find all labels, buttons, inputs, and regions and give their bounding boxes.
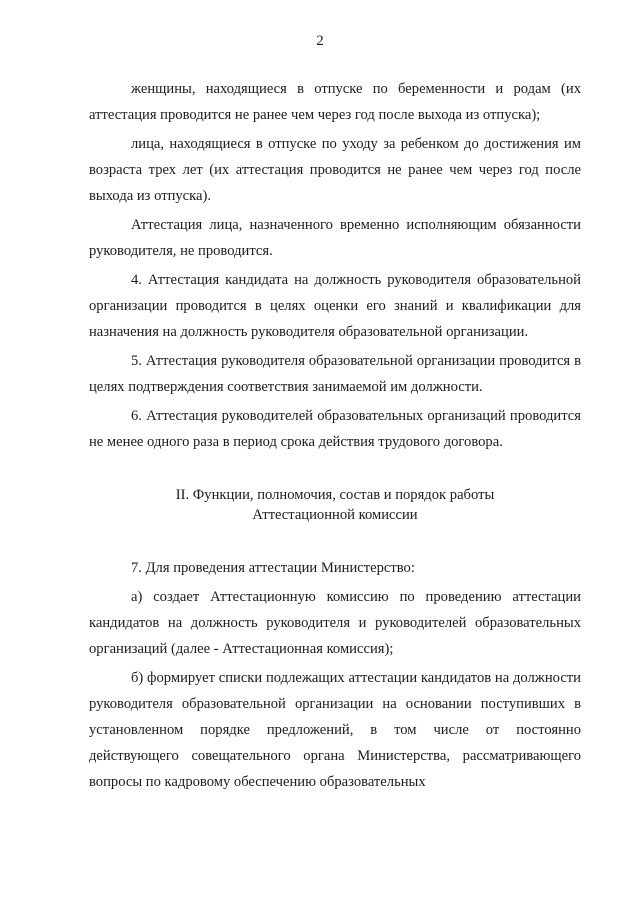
section-heading-line-1: II. Функции, полномочия, состав и порядок работы [175, 487, 495, 503]
section-heading-line-2: Аттестационной комиссии [252, 507, 418, 523]
section-heading [89, 485, 581, 525]
paragraph-pregnancy-leave: женщины, находящиеся в отпуске по беременности и родам (их аттестация проводится не ранее чем через год после выхода из отпуска); [89, 81, 581, 123]
paragraph-childcare-leave: лица, находящиеся в отпуске по уходу за ребенком до достижения им возраста трех лет (их аттестация проводится не ранее чем через год после выхода из отпуска). [89, 136, 581, 204]
page-number: 2 [316, 33, 324, 49]
paragraph-item-4: 4. Аттестация кандидата на должность руководителя образовательной организации проводится в целях оценки его знаний и квалификации для назначения на должность руководителя образовательной организации. [89, 272, 581, 340]
paragraph-item-5: 5. Аттестация руководителя образовательной организации проводится в целях подтверждения соответствия занимаемой им должности. [89, 353, 581, 395]
paragraph-acting-head: Аттестация лица, назначенного временно исполняющим обязанности руководителя, не проводится. [89, 217, 581, 259]
paragraph-item-6: 6. Аттестация руководителей образовательных организаций проводится не менее одного раза в период срока действия трудового договора. [89, 408, 581, 450]
paragraph-item-7a: а) создает Аттестационную комиссию по проведению аттестации кандидатов на должность руководителя и руководителей образовательных организаций (далее - Аттестационная комиссия); [89, 589, 581, 657]
paragraph-item-7b: б) формирует списки подлежащих аттестации кандидатов на должности руководителя образовательной организации на основании поступивших в установленном порядке предложений, в том числе от постоянно действующего совещательного органа Министерства, рассматривающего вопросы по кадровому обеспечению образовательных [89, 670, 581, 790]
paragraph-item-7: 7. Для проведения аттестации Министерство: [131, 560, 415, 576]
document-body [89, 76, 581, 795]
